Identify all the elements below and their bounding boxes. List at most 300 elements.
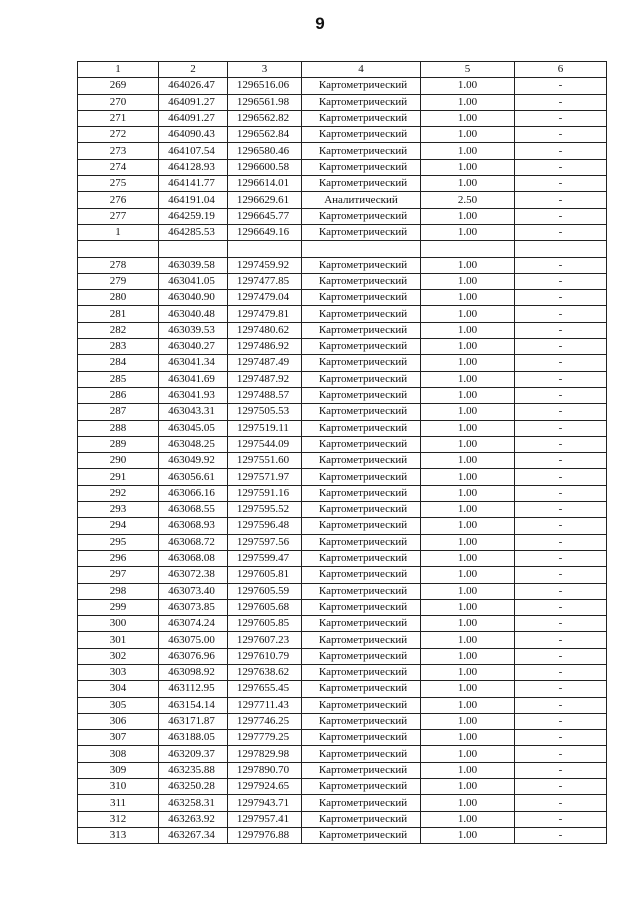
point-number-cell: 312	[78, 811, 159, 827]
accuracy-cell: 1.00	[421, 534, 515, 550]
x-coordinate-cell: 463073.85	[159, 599, 228, 615]
y-coordinate-cell: 1297597.56	[228, 534, 302, 550]
y-coordinate-cell: 1297571.97	[228, 469, 302, 485]
note-cell: -	[515, 616, 607, 632]
accuracy-cell: 1.00	[421, 550, 515, 566]
point-number-cell: 283	[78, 339, 159, 355]
point-number-cell: 306	[78, 713, 159, 729]
note-cell: -	[515, 502, 607, 518]
method-cell: Картометрический	[302, 534, 421, 550]
method-cell: Аналитический	[302, 192, 421, 208]
method-cell: Картометрический	[302, 339, 421, 355]
x-coordinate-cell: 463098.92	[159, 664, 228, 680]
note-cell: -	[515, 469, 607, 485]
table-row	[78, 387, 607, 403]
x-coordinate-cell: 464091.27	[159, 94, 228, 110]
method-cell: Картометрический	[302, 730, 421, 746]
point-number-cell: 279	[78, 273, 159, 289]
method-cell: Картометрический	[302, 583, 421, 599]
table-row	[78, 159, 607, 175]
table-row	[78, 78, 607, 94]
note-cell: -	[515, 632, 607, 648]
y-coordinate-cell: 1297544.09	[228, 436, 302, 452]
x-coordinate-cell: 463041.05	[159, 273, 228, 289]
table-row	[78, 322, 607, 338]
accuracy-cell: 1.00	[421, 78, 515, 94]
note-cell: -	[515, 534, 607, 550]
point-number-cell: 300	[78, 616, 159, 632]
method-cell: Картометрический	[302, 502, 421, 518]
point-number-cell: 311	[78, 795, 159, 811]
x-coordinate-cell: 463041.93	[159, 387, 228, 403]
table-row	[78, 534, 607, 550]
note-cell: -	[515, 192, 607, 208]
method-cell: Картометрический	[302, 681, 421, 697]
note-cell: -	[515, 257, 607, 273]
method-cell: Картометрический	[302, 827, 421, 843]
accuracy-cell: 1.00	[421, 795, 515, 811]
note-cell: -	[515, 78, 607, 94]
method-cell: Картометрический	[302, 648, 421, 664]
accuracy-cell: 1.00	[421, 664, 515, 680]
y-coordinate-cell	[228, 241, 302, 257]
point-number-cell: 290	[78, 453, 159, 469]
note-cell: -	[515, 762, 607, 778]
note-cell: -	[515, 746, 607, 762]
method-cell: Картометрический	[302, 697, 421, 713]
table-row	[78, 420, 607, 436]
point-number-cell: 286	[78, 387, 159, 403]
point-number-cell: 270	[78, 94, 159, 110]
method-cell: Картометрический	[302, 779, 421, 795]
table-row	[78, 518, 607, 534]
y-coordinate-cell: 1297519.11	[228, 420, 302, 436]
point-number-cell: 282	[78, 322, 159, 338]
table-row	[78, 827, 607, 843]
x-coordinate-cell: 463188.05	[159, 730, 228, 746]
accuracy-cell: 1.00	[421, 420, 515, 436]
method-cell: Картометрический	[302, 632, 421, 648]
note-cell: -	[515, 322, 607, 338]
point-number-cell: 285	[78, 371, 159, 387]
note-cell: -	[515, 599, 607, 615]
x-coordinate-cell: 463056.61	[159, 469, 228, 485]
point-number-cell: 274	[78, 159, 159, 175]
x-coordinate-cell: 463235.88	[159, 762, 228, 778]
point-number-cell: 303	[78, 664, 159, 680]
method-cell: Картометрический	[302, 127, 421, 143]
accuracy-cell: 1.00	[421, 387, 515, 403]
note-cell: -	[515, 485, 607, 501]
column-header: 4	[302, 62, 421, 78]
point-number-cell: 272	[78, 127, 159, 143]
accuracy-cell: 1.00	[421, 779, 515, 795]
note-cell: -	[515, 306, 607, 322]
accuracy-cell: 1.00	[421, 713, 515, 729]
method-cell: Картометрический	[302, 453, 421, 469]
point-number-cell	[78, 241, 159, 257]
accuracy-cell: 1.00	[421, 632, 515, 648]
table-row	[78, 746, 607, 762]
accuracy-cell: 1.00	[421, 567, 515, 583]
y-coordinate-cell: 1297638.62	[228, 664, 302, 680]
accuracy-cell: 1.00	[421, 110, 515, 126]
accuracy-cell: 1.00	[421, 583, 515, 599]
x-coordinate-cell: 463258.31	[159, 795, 228, 811]
method-cell: Картометрический	[302, 599, 421, 615]
method-cell: Картометрический	[302, 404, 421, 420]
accuracy-cell: 1.00	[421, 453, 515, 469]
table-row	[78, 208, 607, 224]
x-coordinate-cell: 463043.31	[159, 404, 228, 420]
y-coordinate-cell: 1297829.98	[228, 746, 302, 762]
point-number-cell: 301	[78, 632, 159, 648]
x-coordinate-cell: 463045.05	[159, 420, 228, 436]
method-cell: Картометрический	[302, 143, 421, 159]
y-coordinate-cell: 1296649.16	[228, 224, 302, 240]
accuracy-cell: 1.00	[421, 730, 515, 746]
point-number-cell: 304	[78, 681, 159, 697]
table-row	[78, 616, 607, 632]
table-row	[78, 371, 607, 387]
point-number-cell: 293	[78, 502, 159, 518]
accuracy-cell: 1.00	[421, 290, 515, 306]
y-coordinate-cell: 1297595.52	[228, 502, 302, 518]
point-number-cell: 297	[78, 567, 159, 583]
point-number-cell: 291	[78, 469, 159, 485]
y-coordinate-cell: 1297610.79	[228, 648, 302, 664]
method-cell: Картометрический	[302, 518, 421, 534]
x-coordinate-cell: 463068.72	[159, 534, 228, 550]
accuracy-cell: 1.00	[421, 94, 515, 110]
y-coordinate-cell: 1297607.23	[228, 632, 302, 648]
note-cell: -	[515, 567, 607, 583]
note-cell: -	[515, 387, 607, 403]
note-cell: -	[515, 404, 607, 420]
table-row	[78, 192, 607, 208]
x-coordinate-cell: 463263.92	[159, 811, 228, 827]
point-number-cell: 310	[78, 779, 159, 795]
table-row	[78, 713, 607, 729]
table-separator-row	[78, 241, 607, 257]
note-cell: -	[515, 355, 607, 371]
method-cell: Картометрический	[302, 110, 421, 126]
method-cell: Картометрический	[302, 224, 421, 240]
table-row	[78, 730, 607, 746]
table-row	[78, 599, 607, 615]
point-number-cell: 289	[78, 436, 159, 452]
table-row	[78, 355, 607, 371]
method-cell: Картометрический	[302, 176, 421, 192]
point-number-cell: 271	[78, 110, 159, 126]
x-coordinate-cell: 463072.38	[159, 567, 228, 583]
x-coordinate-cell: 464091.27	[159, 110, 228, 126]
note-cell: -	[515, 681, 607, 697]
table-row	[78, 664, 607, 680]
accuracy-cell: 1.00	[421, 518, 515, 534]
x-coordinate-cell: 463049.92	[159, 453, 228, 469]
method-cell: Картометрический	[302, 762, 421, 778]
y-coordinate-cell: 1296629.61	[228, 192, 302, 208]
y-coordinate-cell: 1297477.85	[228, 273, 302, 289]
table-row	[78, 550, 607, 566]
method-cell: Картометрический	[302, 811, 421, 827]
method-cell: Картометрический	[302, 290, 421, 306]
note-cell: -	[515, 827, 607, 843]
method-cell: Картометрический	[302, 616, 421, 632]
y-coordinate-cell: 1297596.48	[228, 518, 302, 534]
method-cell: Картометрический	[302, 420, 421, 436]
x-coordinate-cell: 463112.95	[159, 681, 228, 697]
table-row	[78, 485, 607, 501]
method-cell: Картометрический	[302, 355, 421, 371]
y-coordinate-cell: 1297605.85	[228, 616, 302, 632]
point-number-cell: 308	[78, 746, 159, 762]
accuracy-cell: 1.00	[421, 176, 515, 192]
x-coordinate-cell: 464141.77	[159, 176, 228, 192]
point-number-cell: 295	[78, 534, 159, 550]
method-cell: Картометрический	[302, 322, 421, 338]
accuracy-cell: 1.00	[421, 371, 515, 387]
y-coordinate-cell: 1297711.43	[228, 697, 302, 713]
y-coordinate-cell: 1296561.98	[228, 94, 302, 110]
table-row	[78, 94, 607, 110]
accuracy-cell: 2.50	[421, 192, 515, 208]
method-cell: Картометрический	[302, 78, 421, 94]
table-row	[78, 436, 607, 452]
point-number-cell: 280	[78, 290, 159, 306]
table-header-row	[78, 62, 607, 78]
y-coordinate-cell: 1297487.49	[228, 355, 302, 371]
note-cell: -	[515, 176, 607, 192]
accuracy-cell: 1.00	[421, 273, 515, 289]
accuracy-cell: 1.00	[421, 827, 515, 843]
accuracy-cell: 1.00	[421, 355, 515, 371]
x-coordinate-cell: 463039.53	[159, 322, 228, 338]
x-coordinate-cell: 463209.37	[159, 746, 228, 762]
accuracy-cell: 1.00	[421, 322, 515, 338]
note-cell: -	[515, 110, 607, 126]
x-coordinate-cell: 464128.93	[159, 159, 228, 175]
note-cell: -	[515, 453, 607, 469]
x-coordinate-cell: 463073.40	[159, 583, 228, 599]
x-coordinate-cell: 463048.25	[159, 436, 228, 452]
note-cell: -	[515, 371, 607, 387]
accuracy-cell: 1.00	[421, 159, 515, 175]
table-row	[78, 795, 607, 811]
x-coordinate-cell: 463040.48	[159, 306, 228, 322]
point-number-cell: 307	[78, 730, 159, 746]
y-coordinate-cell: 1297599.47	[228, 550, 302, 566]
point-number-cell: 275	[78, 176, 159, 192]
point-number-cell: 284	[78, 355, 159, 371]
method-cell: Картометрический	[302, 713, 421, 729]
column-header: 2	[159, 62, 228, 78]
accuracy-cell: 1.00	[421, 208, 515, 224]
table-row	[78, 632, 607, 648]
x-coordinate-cell: 463041.69	[159, 371, 228, 387]
note-cell	[515, 241, 607, 257]
point-number-cell: 276	[78, 192, 159, 208]
point-number-cell: 277	[78, 208, 159, 224]
y-coordinate-cell: 1297890.70	[228, 762, 302, 778]
accuracy-cell: 1.00	[421, 257, 515, 273]
table-row	[78, 176, 607, 192]
note-cell: -	[515, 436, 607, 452]
method-cell: Картометрический	[302, 485, 421, 501]
method-cell: Картометрический	[302, 567, 421, 583]
point-number-cell: 299	[78, 599, 159, 615]
method-cell: Картометрический	[302, 436, 421, 452]
note-cell: -	[515, 550, 607, 566]
note-cell: -	[515, 518, 607, 534]
accuracy-cell: 1.00	[421, 224, 515, 240]
method-cell: Картометрический	[302, 273, 421, 289]
x-coordinate-cell: 463075.00	[159, 632, 228, 648]
y-coordinate-cell: 1297487.92	[228, 371, 302, 387]
note-cell: -	[515, 159, 607, 175]
method-cell: Картометрический	[302, 746, 421, 762]
note-cell: -	[515, 143, 607, 159]
x-coordinate-cell: 464259.19	[159, 208, 228, 224]
y-coordinate-cell: 1296580.46	[228, 143, 302, 159]
method-cell: Картометрический	[302, 371, 421, 387]
y-coordinate-cell: 1297655.45	[228, 681, 302, 697]
y-coordinate-cell: 1297486.92	[228, 339, 302, 355]
table-row	[78, 583, 607, 599]
accuracy-cell: 1.00	[421, 681, 515, 697]
x-coordinate-cell: 463074.24	[159, 616, 228, 632]
note-cell: -	[515, 127, 607, 143]
point-number-cell: 278	[78, 257, 159, 273]
x-coordinate-cell: 463040.90	[159, 290, 228, 306]
x-coordinate-cell: 463154.14	[159, 697, 228, 713]
table-row	[78, 110, 607, 126]
accuracy-cell: 1.00	[421, 616, 515, 632]
accuracy-cell: 1.00	[421, 762, 515, 778]
table-row	[78, 339, 607, 355]
table-row	[78, 681, 607, 697]
x-coordinate-cell: 463267.34	[159, 827, 228, 843]
y-coordinate-cell: 1296645.77	[228, 208, 302, 224]
point-number-cell: 292	[78, 485, 159, 501]
y-coordinate-cell: 1297605.81	[228, 567, 302, 583]
x-coordinate-cell	[159, 241, 228, 257]
y-coordinate-cell: 1297957.41	[228, 811, 302, 827]
method-cell: Картометрический	[302, 159, 421, 175]
note-cell: -	[515, 94, 607, 110]
accuracy-cell: 1.00	[421, 648, 515, 664]
y-coordinate-cell: 1296562.82	[228, 110, 302, 126]
table-row	[78, 224, 607, 240]
note-cell: -	[515, 208, 607, 224]
column-header: 5	[421, 62, 515, 78]
note-cell: -	[515, 697, 607, 713]
note-cell: -	[515, 795, 607, 811]
x-coordinate-cell: 464191.04	[159, 192, 228, 208]
table-row	[78, 502, 607, 518]
method-cell: Картометрический	[302, 795, 421, 811]
y-coordinate-cell: 1297488.57	[228, 387, 302, 403]
x-coordinate-cell: 464026.47	[159, 78, 228, 94]
method-cell: Картометрический	[302, 94, 421, 110]
y-coordinate-cell: 1297459.92	[228, 257, 302, 273]
note-cell: -	[515, 779, 607, 795]
note-cell: -	[515, 339, 607, 355]
y-coordinate-cell: 1297976.88	[228, 827, 302, 843]
table-row	[78, 290, 607, 306]
x-coordinate-cell: 463068.08	[159, 550, 228, 566]
point-number-cell: 281	[78, 306, 159, 322]
accuracy-cell: 1.00	[421, 469, 515, 485]
table-body	[78, 78, 607, 844]
table-row	[78, 567, 607, 583]
method-cell	[302, 241, 421, 257]
accuracy-cell: 1.00	[421, 436, 515, 452]
accuracy-cell: 1.00	[421, 127, 515, 143]
point-number-cell: 1	[78, 224, 159, 240]
point-number-cell: 298	[78, 583, 159, 599]
x-coordinate-cell: 463250.28	[159, 779, 228, 795]
accuracy-cell: 1.00	[421, 746, 515, 762]
x-coordinate-cell: 463076.96	[159, 648, 228, 664]
note-cell: -	[515, 420, 607, 436]
y-coordinate-cell: 1296562.84	[228, 127, 302, 143]
table-row	[78, 762, 607, 778]
x-coordinate-cell: 463040.27	[159, 339, 228, 355]
method-cell: Картометрический	[302, 387, 421, 403]
x-coordinate-cell: 463068.93	[159, 518, 228, 534]
table-row	[78, 779, 607, 795]
column-header: 1	[78, 62, 159, 78]
x-coordinate-cell: 464107.54	[159, 143, 228, 159]
y-coordinate-cell: 1297924.65	[228, 779, 302, 795]
note-cell: -	[515, 713, 607, 729]
y-coordinate-cell: 1296516.06	[228, 78, 302, 94]
accuracy-cell: 1.00	[421, 339, 515, 355]
method-cell: Картометрический	[302, 550, 421, 566]
table-row	[78, 273, 607, 289]
x-coordinate-cell: 463039.58	[159, 257, 228, 273]
y-coordinate-cell: 1297479.04	[228, 290, 302, 306]
method-cell: Картометрический	[302, 469, 421, 485]
method-cell: Картометрический	[302, 208, 421, 224]
table-row	[78, 469, 607, 485]
point-number-cell: 313	[78, 827, 159, 843]
accuracy-cell: 1.00	[421, 697, 515, 713]
note-cell: -	[515, 730, 607, 746]
point-number-cell: 294	[78, 518, 159, 534]
accuracy-cell: 1.00	[421, 306, 515, 322]
point-number-cell: 302	[78, 648, 159, 664]
accuracy-cell: 1.00	[421, 485, 515, 501]
y-coordinate-cell: 1297605.59	[228, 583, 302, 599]
method-cell: Картометрический	[302, 306, 421, 322]
x-coordinate-cell: 463041.34	[159, 355, 228, 371]
table-row	[78, 257, 607, 273]
x-coordinate-cell: 464285.53	[159, 224, 228, 240]
page-number: 9	[315, 14, 325, 33]
table-row	[78, 306, 607, 322]
accuracy-cell: 1.00	[421, 599, 515, 615]
accuracy-cell	[421, 241, 515, 257]
note-cell: -	[515, 224, 607, 240]
note-cell: -	[515, 273, 607, 289]
table-row	[78, 143, 607, 159]
y-coordinate-cell: 1297479.81	[228, 306, 302, 322]
y-coordinate-cell: 1297746.25	[228, 713, 302, 729]
note-cell: -	[515, 648, 607, 664]
